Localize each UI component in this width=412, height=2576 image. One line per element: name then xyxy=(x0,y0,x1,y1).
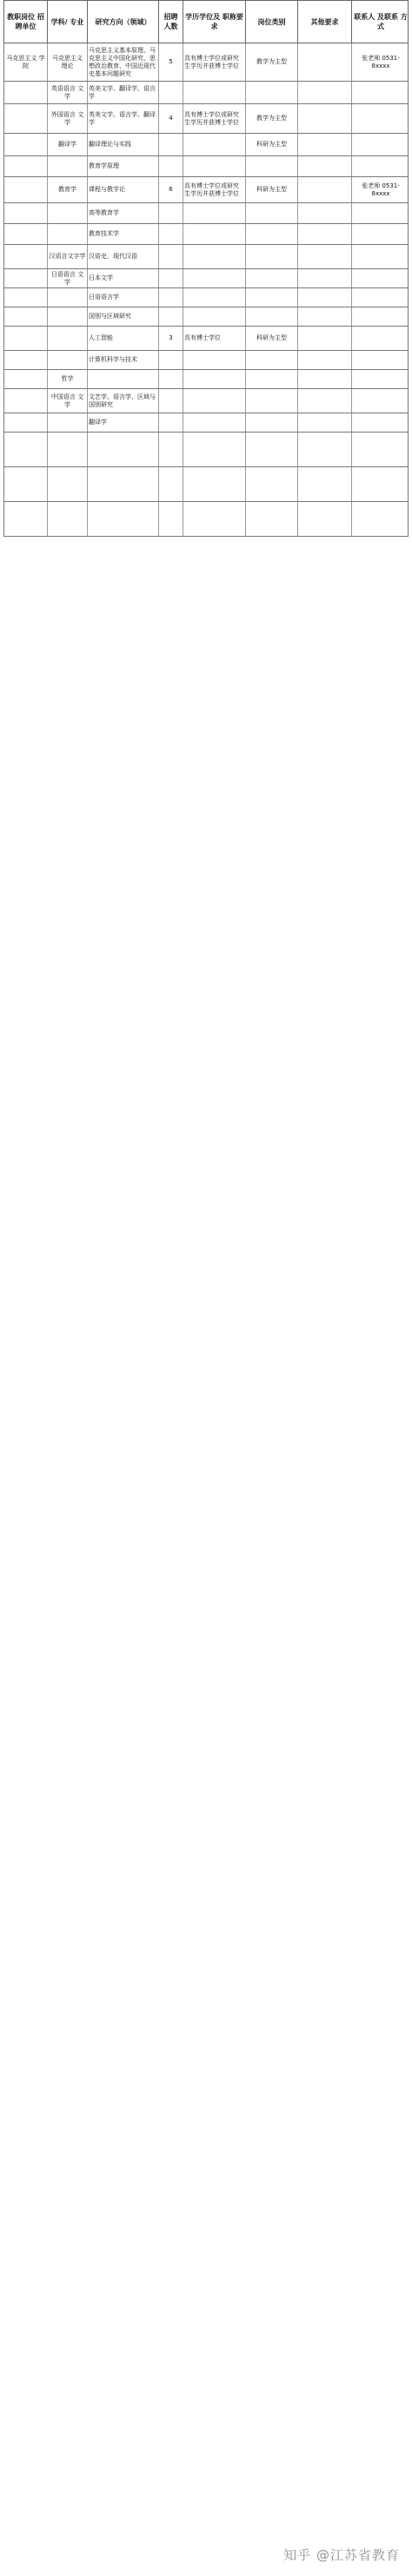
cell-other xyxy=(298,245,352,268)
cell-type xyxy=(246,82,298,103)
cell-other xyxy=(298,389,352,413)
cell-other xyxy=(298,224,352,244)
header-discipline: 学科/ 专业 xyxy=(48,1,88,43)
table-row xyxy=(3,389,409,413)
cell-other xyxy=(298,467,352,501)
table-row xyxy=(3,43,409,82)
cell-direction xyxy=(88,467,159,501)
cell-type xyxy=(246,245,298,268)
cell-discipline xyxy=(48,433,88,466)
cell-type xyxy=(246,351,298,369)
cell-degree: 具有博士学位或研究生学历并获博士学位 xyxy=(183,43,246,81)
cell-degree xyxy=(183,82,246,103)
cell-direction: 文艺学、语言学、区域与国别研究 xyxy=(88,389,159,413)
cell-direction: 翻译学 xyxy=(88,413,159,432)
table-row xyxy=(3,413,409,433)
cell-count: 3 xyxy=(159,327,183,350)
cell-discipline xyxy=(48,502,88,536)
recruitment-table xyxy=(3,43,409,537)
cell-count xyxy=(159,82,183,103)
cell-unit xyxy=(4,351,48,369)
cell-other xyxy=(298,307,352,326)
cell-unit xyxy=(4,327,48,350)
cell-unit xyxy=(4,288,48,307)
cell-degree xyxy=(183,288,246,307)
cell-degree xyxy=(183,502,246,536)
cell-unit xyxy=(4,156,48,176)
cell-type xyxy=(246,502,298,536)
header-degree: 学历学位及 职称要求 xyxy=(183,1,246,43)
cell-discipline: 英语语言 文学 xyxy=(48,82,88,103)
cell-degree xyxy=(183,203,246,223)
cell-type xyxy=(246,307,298,326)
cell-type xyxy=(246,156,298,176)
cell-degree xyxy=(183,467,246,501)
cell-type xyxy=(246,224,298,244)
cell-count xyxy=(159,224,183,244)
table-row xyxy=(3,351,409,370)
table-row xyxy=(3,104,409,134)
cell-other xyxy=(298,370,352,388)
cell-other xyxy=(298,156,352,176)
header-direction: 研究方向（领域） xyxy=(88,1,159,43)
cell-contact xyxy=(352,203,409,223)
cell-other xyxy=(298,327,352,350)
cell-unit xyxy=(4,177,48,202)
cell-other xyxy=(298,413,352,432)
cell-contact xyxy=(352,104,409,133)
cell-degree xyxy=(183,134,246,155)
cell-degree xyxy=(183,370,246,388)
cell-contact xyxy=(352,307,409,326)
cell-direction: 国别与区域研究 xyxy=(88,307,159,326)
cell-type xyxy=(246,288,298,307)
cell-direction: 汉语史、现代汉语 xyxy=(88,245,159,268)
cell-type xyxy=(246,370,298,388)
cell-count xyxy=(159,307,183,326)
cell-count xyxy=(159,467,183,501)
cell-count xyxy=(159,351,183,369)
cell-count xyxy=(159,245,183,268)
cell-direction xyxy=(88,370,159,388)
cell-type: 科研为主型 xyxy=(246,134,298,155)
cell-direction: 高等教育学 xyxy=(88,203,159,223)
cell-unit xyxy=(4,269,48,287)
cell-direction: 人工智能 xyxy=(88,327,159,350)
cell-unit xyxy=(4,307,48,326)
cell-discipline: 马克思主义 理论 xyxy=(48,43,88,81)
cell-count xyxy=(159,288,183,307)
cell-count: 5 xyxy=(159,43,183,81)
cell-discipline xyxy=(48,327,88,350)
table-row xyxy=(3,269,409,288)
cell-discipline: 中国语言 文学 xyxy=(48,389,88,413)
cell-degree xyxy=(183,224,246,244)
table-row xyxy=(3,134,409,156)
cell-direction: 马克思主义基本原理、马克思主义中国化研究、思想政治教育、中国近现代史基本问题研究 xyxy=(88,43,159,81)
cell-count xyxy=(159,156,183,176)
cell-discipline: 教育学 xyxy=(48,177,88,202)
cell-discipline: 日语语言 文学 xyxy=(48,269,88,287)
cell-count: 4 xyxy=(159,104,183,133)
cell-discipline xyxy=(48,288,88,307)
cell-unit: 马克思主义 学院 xyxy=(4,43,48,81)
cell-contact xyxy=(352,433,409,466)
cell-count xyxy=(159,413,183,432)
cell-degree xyxy=(183,307,246,326)
cell-degree: 具有博士学位 xyxy=(183,327,246,350)
cell-type xyxy=(246,467,298,501)
table-row xyxy=(3,156,409,177)
cell-unit xyxy=(4,245,48,268)
cell-type xyxy=(246,203,298,223)
cell-direction xyxy=(88,433,159,466)
cell-other xyxy=(298,177,352,202)
cell-unit xyxy=(4,203,48,223)
cell-contact xyxy=(352,467,409,501)
table-row xyxy=(3,177,409,203)
cell-contact xyxy=(352,224,409,244)
cell-count xyxy=(159,269,183,287)
cell-discipline xyxy=(48,351,88,369)
table-row xyxy=(3,224,409,245)
cell-type: 科研为主型 xyxy=(246,327,298,350)
cell-contact xyxy=(352,413,409,432)
cell-count xyxy=(159,134,183,155)
table-row xyxy=(3,467,409,502)
cell-count xyxy=(159,502,183,536)
cell-contact xyxy=(352,389,409,413)
cell-other xyxy=(298,351,352,369)
cell-discipline: 翻译学 xyxy=(48,134,88,155)
table-row xyxy=(3,203,409,224)
header-other: 其他要求 xyxy=(298,1,352,43)
cell-type xyxy=(246,433,298,466)
cell-other xyxy=(298,433,352,466)
cell-other xyxy=(298,82,352,103)
table-row xyxy=(3,502,409,537)
cell-other xyxy=(298,269,352,287)
cell-discipline xyxy=(48,467,88,501)
cell-discipline xyxy=(48,203,88,223)
cell-count xyxy=(159,203,183,223)
cell-other xyxy=(298,288,352,307)
cell-discipline xyxy=(48,307,88,326)
cell-type xyxy=(246,269,298,287)
cell-other xyxy=(298,203,352,223)
table-row xyxy=(3,82,409,104)
cell-discipline xyxy=(48,224,88,244)
cell-direction: 日本文学 xyxy=(88,269,159,287)
cell-contact xyxy=(352,351,409,369)
cell-discipline: 外国语言 文学 xyxy=(48,104,88,133)
table-row xyxy=(3,307,409,327)
table-row xyxy=(3,245,409,269)
cell-other xyxy=(298,43,352,81)
cell-degree: 具有博士学位或研究生学历并获博士学位 xyxy=(183,104,246,133)
cell-direction: 课程与教学论 xyxy=(88,177,159,202)
cell-count xyxy=(159,389,183,413)
cell-contact: 张老师 0531-8xxxx xyxy=(362,182,400,197)
cell-degree xyxy=(183,351,246,369)
cell-contact: 张老师 0531-8xxxx xyxy=(362,54,400,69)
cell-other xyxy=(298,134,352,155)
cell-type: 教学为主型 xyxy=(246,43,298,81)
cell-contact xyxy=(352,370,409,388)
cell-type: 科研为主型 xyxy=(246,177,298,202)
table-header xyxy=(3,0,409,43)
cell-count xyxy=(159,370,183,388)
cell-contact xyxy=(352,269,409,287)
cell-degree xyxy=(183,156,246,176)
cell-contact xyxy=(352,327,409,350)
cell-type xyxy=(246,389,298,413)
cell-direction: 翻译理论与实践 xyxy=(88,134,159,155)
header-count: 招聘 人数 xyxy=(159,1,183,43)
cell-other xyxy=(298,502,352,536)
cell-direction xyxy=(88,502,159,536)
cell-direction: 英美文学、翻译学、语言学 xyxy=(88,82,159,103)
cell-direction: 英美文学、语言学、翻译学 xyxy=(88,104,159,133)
watermark: 知乎 @江苏省教育 xyxy=(283,2547,400,2563)
cell-direction: 教育技术学 xyxy=(88,224,159,244)
cell-type xyxy=(246,413,298,432)
cell-degree xyxy=(183,389,246,413)
header-unit: 教职岗位 招聘单位 xyxy=(4,1,48,43)
cell-unit xyxy=(4,413,48,432)
cell-degree xyxy=(183,245,246,268)
cell-discipline xyxy=(48,156,88,176)
cell-unit xyxy=(4,104,48,133)
cell-unit xyxy=(4,467,48,501)
cell-discipline xyxy=(48,413,88,432)
cell-degree: 具有博士学位或研究生学历并获博士学位 xyxy=(183,177,246,202)
cell-direction: 计算机科学与技术 xyxy=(88,351,159,369)
cell-contact xyxy=(352,288,409,307)
cell-degree xyxy=(183,269,246,287)
cell-unit xyxy=(4,370,48,388)
table-row xyxy=(3,327,409,351)
cell-contact xyxy=(352,156,409,176)
cell-contact xyxy=(352,502,409,536)
cell-unit xyxy=(4,433,48,466)
cell-contact xyxy=(352,245,409,268)
cell-unit xyxy=(4,502,48,536)
header-type: 岗位类别 xyxy=(246,1,298,43)
cell-degree xyxy=(183,433,246,466)
cell-contact xyxy=(352,134,409,155)
table-row xyxy=(3,288,409,307)
table-row xyxy=(3,433,409,467)
cell-direction: 教育学原理 xyxy=(88,156,159,176)
cell-unit xyxy=(4,82,48,103)
cell-unit xyxy=(4,224,48,244)
cell-count xyxy=(159,433,183,466)
table-row xyxy=(3,370,409,389)
cell-type: 教学为主型 xyxy=(246,104,298,133)
cell-unit xyxy=(4,389,48,413)
cell-degree xyxy=(183,413,246,432)
cell-direction: 日语语言学 xyxy=(88,288,159,307)
cell-other xyxy=(298,104,352,133)
cell-unit xyxy=(4,134,48,155)
cell-discipline: 汉语言文字学 xyxy=(48,245,88,268)
cell-discipline: 哲学 xyxy=(48,370,88,388)
cell-contact xyxy=(352,82,409,103)
cell-count: 6 xyxy=(159,177,183,202)
header-contact: 联系人 及联系 方式 xyxy=(354,13,408,30)
